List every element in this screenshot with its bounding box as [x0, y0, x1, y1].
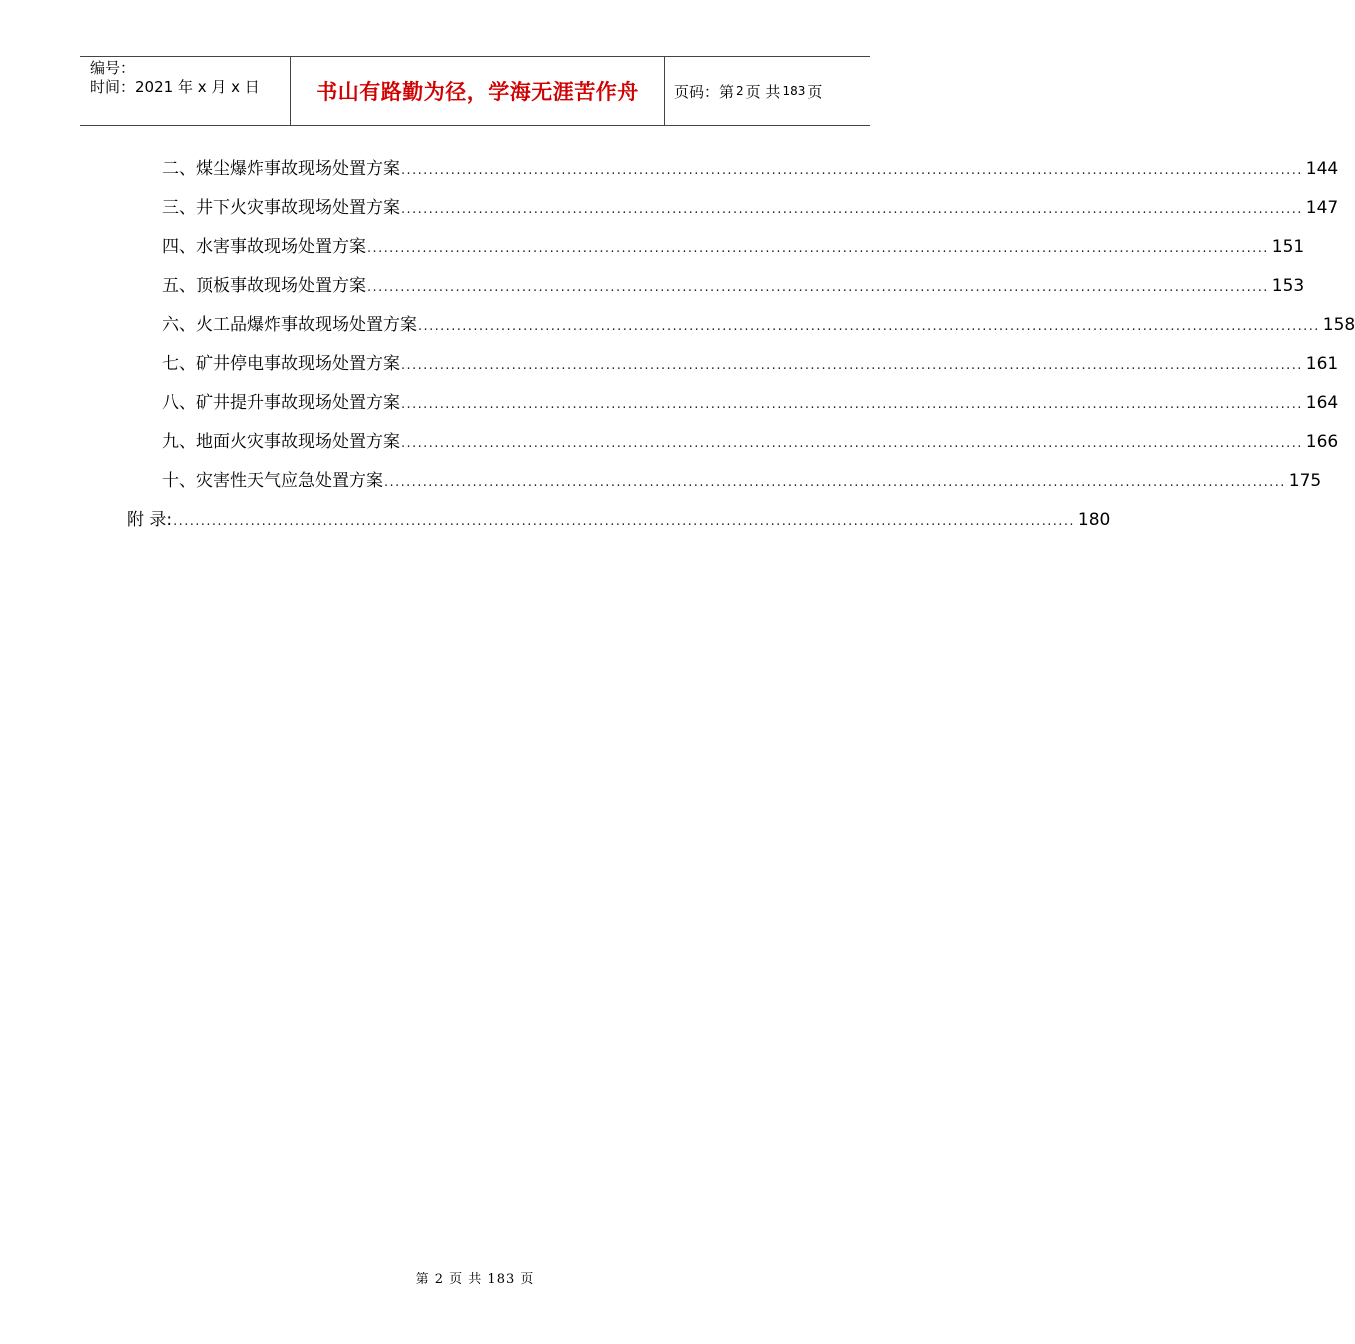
- toc-leader-dots: ...................................................................................................................................................................: [401, 397, 1303, 412]
- page-suffix: 页: [807, 82, 823, 101]
- header-motto: 书山有路勤为径，学海无涯苦作舟: [290, 57, 665, 125]
- toc-entry-page: 175: [1288, 471, 1322, 491]
- page-current: 2: [736, 84, 744, 98]
- header-meta: [80, 57, 290, 125]
- toc-entry-page: 180: [1077, 510, 1111, 530]
- toc-entry-page: 166: [1305, 432, 1339, 452]
- toc-entry-page: 164: [1305, 393, 1339, 413]
- toc-entry-title: 二、煤尘爆炸事故现场处置方案: [162, 159, 400, 179]
- toc-leader-dots: ...................................................................................................................................................................: [401, 163, 1303, 178]
- toc-entry-appendix[interactable]: [127, 505, 1111, 530]
- toc-entry-title: 七、矿井停电事故现场处置方案: [162, 354, 400, 374]
- document-header: [80, 56, 870, 126]
- toc-entry-title: 附 录:: [127, 510, 173, 530]
- toc-entry-title: 三、井下火灾事故现场处置方案: [162, 198, 400, 218]
- toc-entry[interactable]: [162, 388, 1339, 413]
- toc-entry-page: 158: [1322, 315, 1355, 335]
- toc-entry[interactable]: [162, 427, 1339, 452]
- toc-entry-title: 六、火工品爆炸事故现场处置方案: [162, 315, 417, 335]
- toc-entry-title: 八、矿井提升事故现场处置方案: [162, 393, 400, 413]
- toc-entry-page: 161: [1305, 354, 1339, 374]
- toc-entry-title: 九、地面火灾事故现场处置方案: [162, 432, 400, 452]
- toc-entry[interactable]: [162, 193, 1339, 218]
- toc-entry[interactable]: [162, 232, 1305, 257]
- toc-entry-title: 十、灾害性天气应急处置方案: [162, 471, 383, 491]
- toc-entry[interactable]: [162, 466, 1322, 491]
- page-total: 183: [782, 84, 806, 98]
- page-prefix: 页码：第: [674, 82, 735, 101]
- toc-leader-dots: ...................................................................................................................................................................: [418, 319, 1320, 334]
- header-page-info: [665, 57, 870, 125]
- toc-leader-dots: ...................................................................................................................................................................: [401, 202, 1303, 217]
- toc-entry-title: 四、水害事故现场处置方案: [162, 237, 366, 257]
- toc-leader-dots: ...................................................................................................................................................................: [401, 358, 1303, 373]
- page-footer: 第 2 页 共 183 页: [415, 1272, 535, 1287]
- toc-leader-dots: ...................................................................................................................................................................: [384, 475, 1286, 490]
- document-date: 时间：2021 年 x 月 x 日: [90, 78, 260, 96]
- toc-entry-page: 144: [1305, 159, 1339, 179]
- toc-leader-dots: ...................................................................................................................................................................: [401, 436, 1303, 451]
- document-number-label: 编号：: [90, 59, 136, 77]
- toc-entry-page: 151: [1271, 237, 1305, 257]
- toc-entry[interactable]: [162, 154, 1339, 179]
- toc-entry-title: 五、顶板事故现场处置方案: [162, 276, 366, 296]
- toc-entry[interactable]: [162, 310, 1355, 335]
- toc-leader-dots: ...................................................................................................................................................................: [173, 514, 1075, 529]
- toc-leader-dots: ...................................................................................................................................................................: [367, 241, 1269, 256]
- toc-entry-page: 153: [1271, 276, 1305, 296]
- toc-entry[interactable]: [162, 271, 1305, 296]
- toc-entry-page: 147: [1305, 198, 1339, 218]
- toc-entry[interactable]: [162, 349, 1339, 374]
- toc-leader-dots: ...................................................................................................................................................................: [367, 280, 1269, 295]
- page-mid: 页 共: [745, 82, 781, 101]
